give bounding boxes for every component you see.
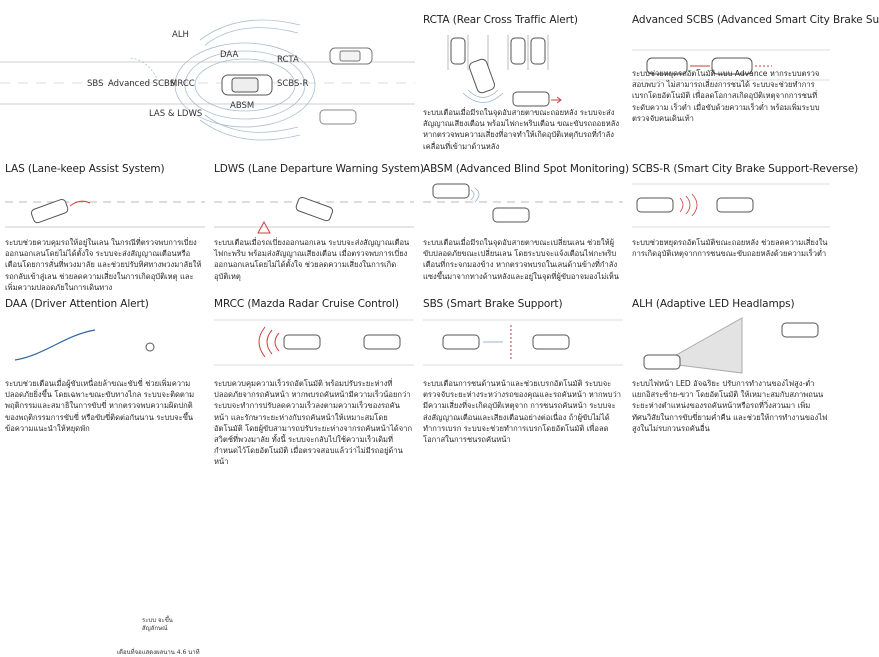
feature-card-rcta bbox=[423, 10, 623, 160]
hero-label-alh: ALH bbox=[172, 30, 189, 40]
hero-label-absm: ABSM bbox=[230, 101, 255, 111]
daa-timer-text: เตือนที่จอแสดงผลนาน 4.6 นาที bbox=[117, 649, 200, 656]
mrcc-illustration bbox=[214, 315, 414, 370]
feature-description: ระบบช่วยควบคุมรถให้อยู่ในเลน ในกรณีที่ตรวจพบการเบี่ยงออกนอกเลนโดยไม่ได้ตั้งใจ ระบบจะส่งสัญญาณเตือนหรือเตือนโดยการสั่นที่พวงมาลัย และช่วยปรับทิศทางพวงมาลัยให้รถกลับเข้าสู่เลน ช่วยลดความเสี่ยงในการเกิดอุบัติเหตุ และเพิ่มความปลอดภัยในการเดินทาง bbox=[5, 238, 202, 292]
feature-title: SCBS-R (Smart City Brake Support-Reverse) bbox=[632, 163, 859, 175]
scbs-r-illustration bbox=[632, 182, 830, 232]
feature-description: ระบบควบคุมความเร็วรถอัตโนมัติ พร้อมปรับระยะห่างที่ปลอดภัยจากรถคันหน้า หากพบรถคันหน้ามีความเร็วน้อยกว่า ระบบจะทำการปรับลดความเร็วลงตามความเร็วของรถคันหน้า และรักษาระยะห่างกับรถคันหน้าให้เหมาะสมโดยอัตโนมัติ โดยผู้ขับสามารถปรับระยะห่างจากรถคันหน้าได้จากสวิตช์ที่พวงมาลัย ทั้งนี้ ระบบจะกลับไปใช้ความเร็วเดิมที่กำหนดไว้โดยอัตโนมัติ เมื่อตรวจสอบแล้วว่าไม่มีรถอยู่ด้านหน้า bbox=[214, 379, 413, 467]
feature-title: RCTA (Rear Cross Traffic Alert) bbox=[423, 14, 578, 26]
hero-label-las-ldws: LAS & LDWS bbox=[149, 109, 203, 119]
feature-card-sbs bbox=[423, 295, 623, 490]
hero-label-rcta: RCTA bbox=[277, 55, 299, 65]
feature-card-alh bbox=[632, 295, 830, 490]
hero-label-mrcc: MRCC bbox=[170, 79, 195, 89]
feature-title: MRCC (Mazda Radar Cruise Control) bbox=[214, 298, 399, 310]
feature-title: ALH (Adaptive LED Headlamps) bbox=[632, 298, 795, 310]
alh-illustration bbox=[632, 313, 830, 378]
feature-card-mrcc bbox=[214, 295, 414, 490]
feature-title: Advanced SCBS (Advanced Smart City Brake Su bbox=[632, 14, 879, 26]
feature-card-las bbox=[5, 160, 205, 290]
hero-label-sbs: SBS bbox=[87, 79, 104, 89]
feature-card-advanced-scbs bbox=[632, 10, 879, 160]
absm-illustration bbox=[423, 182, 623, 232]
feature-card-absm bbox=[423, 160, 630, 290]
feature-description: ระบบเตือนเมื่อมีรถในจุดอับสายตาขณะเปลี่ยนเลน ช่วยให้ผู้ขับปลอดภัยขณะเปลี่ยนเลน โดยระบบจะแจ้งเตือนไฟกะพริบเตือนที่กระจกมองข้าง หากตรวจพบรถในเลนด้านข้างที่กำลังแซงขึ้นมาจากทางด้านหลังและอยู่ในจุดที่ผู้ขับอาจมองไม่เห็น bbox=[423, 238, 619, 281]
feature-card-ldws bbox=[214, 160, 424, 290]
hero-illustration bbox=[0, 0, 415, 150]
hero-label-advanced-scbs: Advanced SCBS bbox=[108, 79, 176, 89]
feature-title: LDWS (Lane Departure Warning System) bbox=[214, 163, 424, 175]
ldws-illustration bbox=[214, 182, 414, 232]
hero-label-daa: DAA bbox=[220, 50, 239, 60]
sbs-illustration bbox=[423, 315, 623, 370]
daa-popup-text: ระบบ จะขึ้นสัญลักษณ์ bbox=[142, 617, 173, 632]
feature-title: LAS (Lane-keep Assist System) bbox=[5, 163, 165, 175]
rcta-illustration bbox=[423, 30, 623, 115]
feature-description: ระบบเตือนเมื่อมีรถในจุดอับสายตาขณะถอยหลัง ระบบจะส่งสัญญาณเสียงเตือน พร้อมไฟกะพริบเตือน ขณะขับรถถอยหลัง หากตรวจพบความเสี่ยงที่อาจทำให้เกิดอุบัติเหตุกับรถที่กำลังเคลื่อนที่เข้ามาด้านหลัง bbox=[423, 108, 620, 151]
feature-description: ระบบเตือนเมื่อรถเบี่ยงออกนอกเลน ระบบจะส่งสัญญาณเตือนไฟกะพริบ พร้อมส่งสัญญาณเสียงเตือน เมื่อตรวจพบการเบี่ยงออกนอกเลนโดยไม่ได้ตั้งใจ ช่วยลดความเสี่ยงในการเกิดอุบัติเหตุ bbox=[214, 238, 410, 281]
feature-description: ระบบช่วยหยุดรถอัตโนมัติ แบบ Advance หากระบบตรวจสอบพบว่า ไม่สามารถเลี่ยงการชนได้ ระบบจะช่วยทำการเบรกโดยอัตโนมัติ เพื่อลดโอกาสเกิดอุบัติเหตุจากการชนที่ระดับความ เร็วต่ำ เมื่อขับด้วยความเร็วต่ำ พร้อมเพิ่มระบบตรวจจับคนเดินเท้า bbox=[632, 69, 820, 123]
feature-title: SBS (Smart Brake Support) bbox=[423, 298, 563, 310]
las-illustration bbox=[5, 182, 205, 232]
feature-card-daa bbox=[5, 295, 205, 656]
feature-title: ABSM (Advanced Blind Spot Monitoring) bbox=[423, 163, 630, 175]
feature-description: ระบบเตือนการชนด้านหน้าและช่วยเบรกอัตโนมัติ ระบบจะตรวจจับระยะห่างระหว่างรถของคุณและรถคันหน้า หากพบว่ามีความเสี่ยงที่จะเกิดอุบัติเหตุจาก การชนรถคันหน้า ระบบจะส่งสัญญาณเตือนและเสียงเตือนอย่างต่อเนื่อง ถ้าผู้ขับไม่ได้ทำการเบรก ระบบจะช่วยทำการเบรกโดยอัตโนมัติ เพื่อลดโอกาสในการชนรถคันหน้า bbox=[423, 379, 621, 445]
feature-description: ระบบช่วยหยุดรถอัตโนมัติขณะถอยหลัง ช่วยลดความเสี่ยงในการเกิดอุบัติเหตุจากการชนขณะขับถอยหลังด้วยความเร็วต่ำ bbox=[632, 238, 828, 259]
feature-description: ระบบไฟหน้า LED อัจฉริยะ ปรับการทำงานของไฟสูง-ต่ำ แยกอิสระซ้าย-ขวา โดยอัตโนมัติ ให้เหมาะสมกับสภาพถนนระยะห่างตำแหน่งของรถคันหน้าหรือรถที่วิ่งสวนมา เพิ่มทัศนวิสัยในการขับขี่ยามค่ำคืน และช่วยให้การทำงานของไฟสูงในไม่รบกวนรถคันอื่น bbox=[632, 379, 828, 433]
feature-title: DAA (Driver Attention Alert) bbox=[5, 298, 149, 310]
hero-diagram bbox=[0, 0, 415, 150]
feature-description: ระบบช่วยเตือนเมื่อผู้ขับเหนื่อยล้าขณะขับขี่ ช่วยเพิ่มความปลอดภัยยิ่งขึ้น โดยเฉพาะขณะขับทางไกล ระบบจะติดตามพฤติกรรมและสมาธิในการขับขี่ หากตรวจพบความผิดปกติของพฤติกรรมการขับขี่ หรือขับขี่ติดต่อกันนาน ระบบจะขึ้นข้อความแนะนำให้หยุดพัก bbox=[5, 379, 195, 433]
hero-label-scbs-r: SCBS-R bbox=[277, 79, 309, 89]
daa-illustration bbox=[5, 315, 205, 370]
feature-card-scbs-r bbox=[632, 160, 859, 290]
